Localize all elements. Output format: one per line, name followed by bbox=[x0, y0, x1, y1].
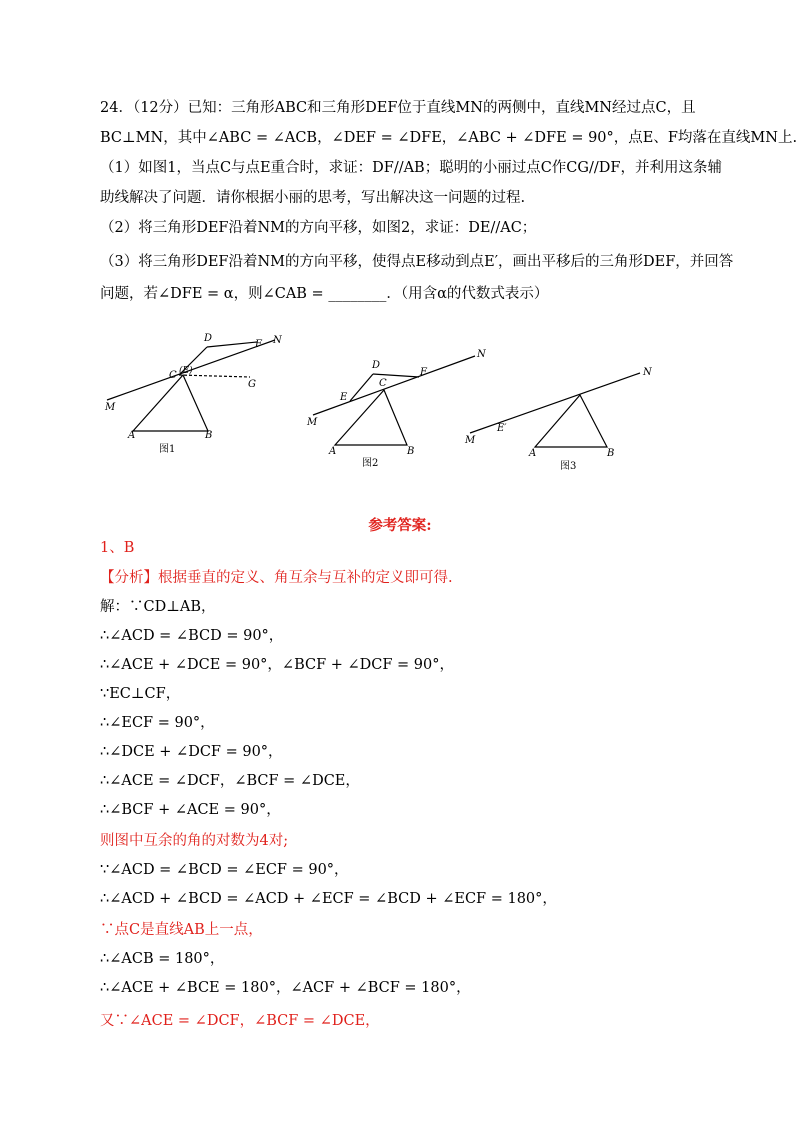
question-line-2: BC⊥MN，其中∠ABC = ∠ACB，∠DEF = ∠DFE，∠ABC + ∠DFE = 90°，点E、F均落在直线MN上. bbox=[100, 130, 798, 146]
fig1-triangle-abc bbox=[133, 375, 208, 431]
answer-step: 又∵∠ACE = ∠DCF，∠BCF = ∠DCE， bbox=[100, 1013, 380, 1029]
question-part-1-line-b: 助线解决了问题．请你根据小丽的思考，写出解决这一问题的过程. bbox=[100, 190, 526, 206]
fig1-label-c: C bbox=[169, 370, 177, 381]
fig1-label-e: (E) bbox=[179, 366, 193, 376]
answer-step: ∴∠ACD = ∠BCD = 90°， bbox=[100, 628, 284, 644]
fig2-label-b: B bbox=[407, 446, 415, 457]
answer-step: 解：∵CD⊥AB， bbox=[100, 599, 216, 615]
answer-step: ∴∠DCE + ∠DCF = 90°， bbox=[100, 744, 283, 760]
fig1-caption: 图1 bbox=[159, 444, 176, 455]
fig1-label-b: B bbox=[205, 430, 213, 441]
fig3-caption: 图3 bbox=[560, 461, 577, 472]
figure-2 bbox=[306, 349, 487, 469]
fig3-label-e-prime: E′ bbox=[497, 423, 507, 434]
fig3-label-b: B bbox=[607, 448, 615, 459]
question-part-3-line-a: （3）将三角形DEF沿着NM的方向平移，使得点E移动到点E′，画出平移后的三角形DEF，并回答 bbox=[100, 254, 734, 270]
question-part-3-line-b: 问题，若∠DFE = α，则∠CAB = ________．（用含α的代数式表示） bbox=[100, 286, 549, 302]
answer-step: ∴∠ACE = ∠DCF，∠BCF = ∠DCE， bbox=[100, 773, 360, 789]
fig2-label-d: D bbox=[372, 360, 381, 371]
fig2-segment-df bbox=[373, 374, 419, 377]
answer-step: ∴∠ACB = 180°， bbox=[100, 951, 225, 967]
fig2-line-mn bbox=[313, 356, 475, 415]
answer-step: 则图中互余的角的对数为4对; bbox=[100, 833, 289, 849]
fig1-label-g: G bbox=[248, 379, 256, 390]
fig2-label-a: A bbox=[329, 446, 337, 457]
answer-title: 参考答案: bbox=[368, 517, 432, 534]
answer-choice: 1、B bbox=[100, 540, 135, 556]
fig1-label-d: D bbox=[204, 333, 213, 344]
fig3-label-n: N bbox=[643, 367, 652, 378]
answer-step: ∵∠ACD = ∠BCD = ∠ECF = 90°， bbox=[100, 862, 349, 878]
answer-step: ∴∠ACE + ∠DCE = 90°，∠BCF + ∠DCF = 90°， bbox=[100, 657, 455, 673]
geometry-figures bbox=[95, 325, 715, 485]
fig1-label-n: N bbox=[273, 335, 282, 346]
answer-step: ∴∠BCF + ∠ACE = 90°， bbox=[100, 802, 281, 818]
fig1-label-a: A bbox=[128, 430, 136, 441]
figure-1 bbox=[104, 333, 283, 455]
answer-step: ∴∠ACE + ∠BCE = 180°，∠ACF + ∠BCF = 180°， bbox=[100, 980, 471, 996]
fig1-label-f: F bbox=[255, 339, 262, 350]
answer-step: ∴∠ACD + ∠BCD = ∠ACD + ∠ECF = ∠BCD + ∠ECF = 180°， bbox=[100, 891, 557, 907]
fig2-label-n: N bbox=[477, 349, 486, 360]
answer-step: ∴∠ECF = 90°， bbox=[100, 715, 215, 731]
figure-3 bbox=[464, 367, 653, 472]
fig1-segment-df bbox=[207, 342, 257, 347]
question-part-2: （2）将三角形DEF沿着NM的方向平移，如图2，求证：DE//AC； bbox=[100, 220, 537, 236]
answer-analysis: 【分析】根据垂直的定义、角互余与互补的定义即可得. bbox=[100, 570, 453, 586]
fig2-caption: 图2 bbox=[362, 458, 379, 469]
fig2-label-m: M bbox=[307, 417, 318, 428]
fig2-label-f: F bbox=[420, 367, 427, 378]
fig3-label-m: M bbox=[465, 435, 476, 446]
fig3-triangle-abc bbox=[535, 395, 607, 447]
fig2-label-e: E bbox=[340, 392, 348, 403]
fig1-label-m: M bbox=[105, 402, 116, 413]
answer-step: ∵EC⊥CF， bbox=[100, 686, 181, 702]
answer-step: ∵点C是直线AB上一点， bbox=[100, 922, 263, 938]
question-line-1: 24．（12分）已知：三角形ABC和三角形DEF位于直线MN的两侧中，直线MN经过点C，且 bbox=[100, 100, 696, 116]
fig3-label-a: A bbox=[529, 448, 537, 459]
question-part-1-line-a: （1）如图1，当点C与点E重合时，求证：DF//AB；聪明的小丽过点C作CG//DF，并利用这条辅 bbox=[100, 160, 722, 176]
fig2-label-c: C bbox=[379, 378, 387, 389]
